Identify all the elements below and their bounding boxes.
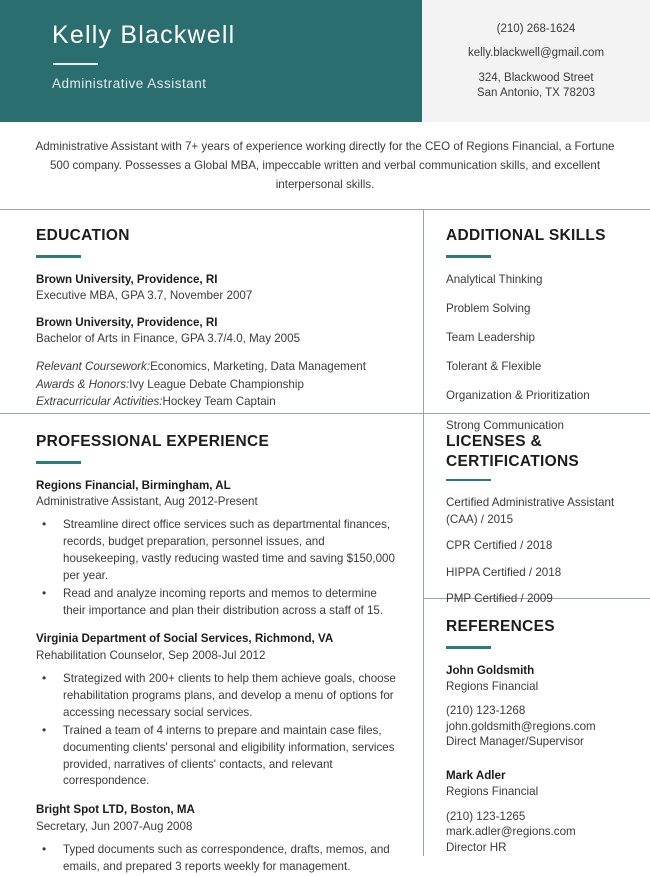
- experience-job-header: [36, 631, 397, 663]
- experience-role: Administrative Assistant, Aug 2012-Present: [36, 494, 258, 508]
- experience-company: Regions Financial, Birmingham, AL: [36, 478, 231, 492]
- education-extra-value: Ivy League Debate Championship: [129, 377, 304, 391]
- professional-summary: Administrative Assistant with 7+ years of experience working directly for the CEO of Regions Financial, a Fortune 500 company. Possesses a Global MBA, impeccable written and verbal communication skills, and excellent interpersonal skills.: [35, 140, 615, 191]
- skill-item: Team Leadership: [446, 330, 535, 344]
- education-detail: Bachelor of Arts in Finance, GPA 3.7/4.0, May 2005: [36, 332, 301, 346]
- contact-address-line-1: 324, Blackwood Street: [478, 71, 594, 84]
- experience-bullet-list: [36, 842, 397, 876]
- reference-email[interactable]: mark.adler@regions.com: [446, 825, 576, 839]
- licenses-heading-line-1: LICENSES &: [446, 433, 543, 451]
- experience-job-header: [36, 802, 397, 834]
- contact-block: [422, 0, 650, 122]
- reference-relationship: Direct Manager/Supervisor: [446, 735, 584, 749]
- reference-relationship: Director HR: [446, 841, 507, 855]
- experience-bullet-list: [36, 671, 397, 790]
- license-item: HIPPA Certified / 2018: [446, 565, 562, 579]
- license-item: Certified Administrative Assistant (CAA) / 2015: [446, 496, 615, 526]
- experience-company: Virginia Department of Social Services, Richmond, VA: [36, 632, 334, 646]
- experience-bullet: • Strategized with 200+ clients to help them achieve goals, choose rehabilitation programs plans, and develop a menu of options for accessing necessary social services.: [36, 671, 397, 722]
- name-underline-rule: [53, 63, 98, 65]
- education-extra: [36, 393, 397, 410]
- license-item: PMP Certified / 2009: [446, 592, 553, 605]
- education-entry: [36, 315, 397, 347]
- skill-item: Analytical Thinking: [446, 272, 543, 286]
- experience-job: [36, 802, 397, 875]
- experience-job-header: [36, 478, 397, 510]
- experience-job: [36, 478, 397, 620]
- references-heading: REFERENCES: [446, 618, 555, 636]
- education-extra-label: Relevant Coursework:: [36, 360, 151, 374]
- references-section: [424, 599, 650, 856]
- skills-accent-rule: [446, 255, 491, 258]
- candidate-name: Kelly Blackwell: [52, 21, 236, 49]
- skill-item: Organization & Prioritization: [446, 389, 590, 403]
- skill-item: Tolerant & Flexible: [446, 360, 542, 374]
- experience-section: [0, 414, 423, 875]
- contact-email[interactable]: kelly.blackwell@gmail.com: [467, 47, 605, 60]
- skills-section: [424, 210, 650, 432]
- education-school: Brown University, Providence, RI: [36, 315, 218, 329]
- resume-header: [0, 0, 650, 122]
- reference-phone[interactable]: (210) 123-1265: [446, 809, 526, 823]
- education-extra: [36, 376, 397, 393]
- left-column: [0, 210, 424, 873]
- experience-job: [36, 631, 397, 790]
- contact-phone[interactable]: (210) 268-1624: [496, 23, 576, 35]
- reference-name: John Goldsmith: [446, 663, 535, 677]
- reference-company: Regions Financial: [446, 785, 539, 799]
- reference-entry: [446, 663, 630, 751]
- experience-company: Bright Spot LTD, Boston, MA: [36, 803, 195, 817]
- licenses-section: [424, 414, 650, 605]
- license-item: CPR Certified / 2018: [446, 539, 553, 553]
- education-section: [0, 210, 423, 414]
- reference-email[interactable]: john.goldsmith@regions.com: [446, 719, 596, 733]
- licenses-accent-rule: [446, 479, 491, 482]
- skill-item: Strong Communication: [446, 418, 564, 432]
- references-accent-rule: [446, 646, 491, 649]
- experience-bullet: • Trained a team of 4 interns to prepare and maintain case files, documenting clients' personal and eligibility information, services provided, narratives of clients' contacts, and relevant correspondence.: [36, 723, 397, 791]
- contact-address-line-2: San Antonio, TX 78203: [476, 86, 596, 99]
- education-extra-value: Economics, Marketing, Data Management: [150, 360, 366, 374]
- resume-body: [0, 210, 650, 873]
- licenses-heading-line-2: CERTIFICATIONS: [446, 453, 580, 471]
- experience-bullet: • Typed documents such as correspondence, drafts, memos, and emails, and prepared 3 reports weekly for management.: [36, 842, 397, 876]
- education-school: Brown University, Providence, RI: [36, 272, 218, 286]
- skill-item: Problem Solving: [446, 301, 531, 315]
- education-heading: EDUCATION: [36, 227, 130, 245]
- education-entry: [36, 272, 397, 304]
- experience-bullet: • Streamline direct office services such as departmental finances, records, budget preparation, personnel issues, and housekeeping, vastly reducing wasted time and saving $150,000 per year.: [36, 517, 397, 585]
- experience-bullet: • Read and analyze incoming reports and memos to determine their importance and plan their distribution across a staff of 15.: [36, 586, 397, 620]
- header-name-block: [0, 0, 422, 122]
- reference-company: Regions Financial: [446, 679, 539, 693]
- education-detail: Executive MBA, GPA 3.7, November 2007: [36, 288, 253, 302]
- education-extra-value: Hockey Team Captain: [162, 395, 276, 409]
- reference-phone[interactable]: (210) 123-1268: [446, 703, 526, 717]
- education-accent-rule: [36, 255, 81, 258]
- education-extra-label: Extracurricular Activities:: [36, 395, 163, 409]
- reference-name: Mark Adler: [446, 769, 506, 783]
- experience-role: Rehabilitation Counselor, Sep 2008-Jul 2012: [36, 648, 266, 662]
- candidate-job-title: Administrative Assistant: [52, 75, 207, 91]
- right-column: [424, 210, 650, 856]
- experience-role: Secretary, Jun 2007-Aug 2008: [36, 819, 193, 833]
- experience-bullet-list: [36, 517, 397, 620]
- experience-accent-rule: [36, 461, 81, 464]
- experience-heading: PROFESSIONAL EXPERIENCE: [36, 433, 270, 451]
- education-extra-label: Awards & Honors:: [36, 377, 130, 391]
- education-extra: [36, 358, 397, 375]
- reference-entry: [446, 768, 630, 856]
- skills-heading: ADDITIONAL SKILLS: [446, 227, 606, 245]
